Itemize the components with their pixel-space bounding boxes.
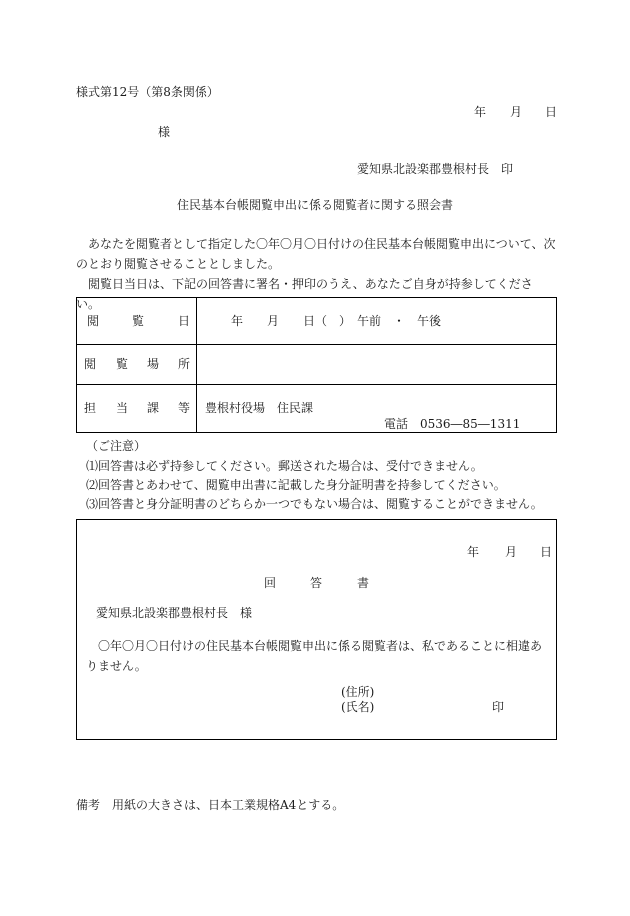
table-divider	[76, 384, 557, 385]
table-label-char: 閲	[84, 357, 97, 371]
footer-remark: 備考 用紙の大きさは、日本工業規格A4とする。	[76, 798, 345, 812]
table-column-divider	[196, 297, 197, 433]
reply-title-char: 書	[357, 576, 370, 590]
table-label-char: 当	[116, 401, 129, 415]
table-label-char: 等	[178, 401, 191, 415]
reply-date-month: 月	[505, 545, 518, 559]
document-title: 住民基本台帳閲覧申出に係る閲覧者に関する照会書	[176, 198, 453, 212]
body-paragraph-2: 閲覧日当日は、下記の回答書に署名・押印のうえ、あなたご自身が持参してください。	[76, 277, 533, 311]
note-item: ⑴回答書は必ず持参してください。郵送された場合は、受付できません。	[86, 459, 483, 473]
department-value: 豊根村役場 住民課	[205, 401, 314, 415]
form-number: 様式第12号（第8条関係）	[76, 85, 219, 99]
table-divider	[76, 344, 557, 345]
name-label: (氏名)	[341, 700, 375, 714]
reply-title-char: 回	[264, 576, 277, 590]
reply-date-year: 年	[467, 545, 480, 559]
notes-heading: （ご注意）	[86, 439, 147, 453]
header-date-month: 月	[510, 105, 523, 119]
table-label-char: 場	[147, 357, 160, 371]
department-phone: 電話 0536―85―1311	[384, 417, 521, 431]
note-item: ⑵回答書とあわせて、閲覧申出書に記載した身分証明書を持参してください。	[86, 478, 506, 492]
table-label-char: 課	[147, 401, 160, 415]
reply-title-char: 答	[310, 576, 323, 590]
addressee-suffix: 様	[158, 125, 171, 139]
seal-mark: 印	[492, 700, 505, 714]
table-label-char: 覧	[132, 314, 145, 328]
reply-date-day: 日	[540, 545, 553, 559]
reply-addressee: 愛知県北設楽郡豊根村長 様	[96, 606, 253, 620]
header-date-day: 日	[545, 105, 558, 119]
reply-statement: 〇年〇月〇日付けの住民基本台帳閲覧申出に係る閲覧者は、私であることに相違ありません。	[86, 639, 543, 673]
table-label-char: 担	[84, 401, 97, 415]
body-paragraph-1: あなたを閲覧者として指定した〇年〇月〇日付けの住民基本台帳閲覧申出について、次のとおり閲覧させることとしました。	[76, 237, 556, 271]
note-item: ⑶回答書と身分証明書のどちらか一つでもない場合は、閲覧することができません。	[86, 497, 543, 511]
viewing-date-value: 年 月 日（ ） 午前 ・ 午後	[231, 314, 442, 328]
table-label-char: 覧	[116, 357, 129, 371]
header-date-year: 年	[474, 105, 487, 119]
table-label-char: 閲	[87, 314, 100, 328]
issuer-name: 愛知県北設楽郡豊根村長 印	[357, 162, 514, 176]
table-label-char: 日	[178, 314, 191, 328]
reply-form	[76, 519, 557, 740]
address-label: (住所)	[341, 685, 375, 699]
table-label-char: 所	[178, 357, 191, 371]
